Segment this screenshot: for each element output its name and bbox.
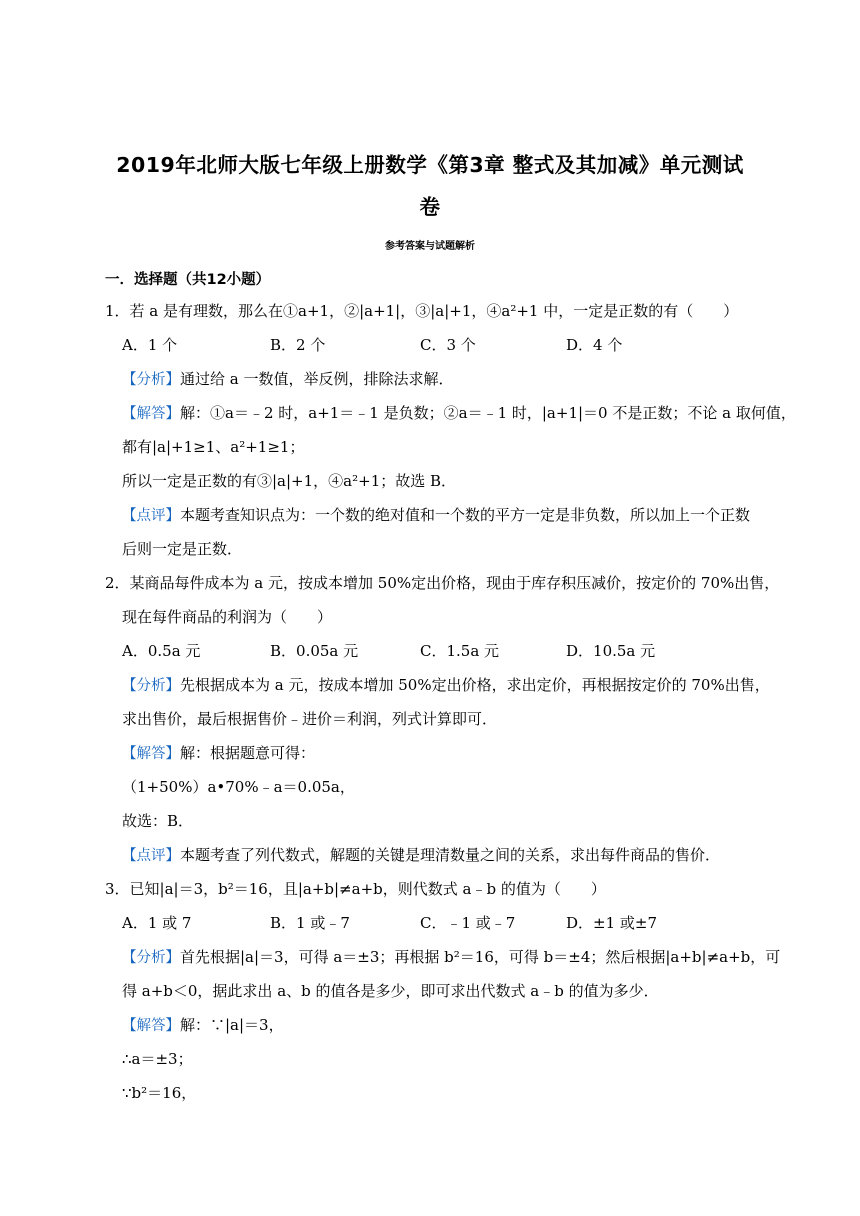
q2-option-b: B．0.05a 元	[270, 642, 359, 660]
q1-comment-text-1: 本题考查知识点为：一个数的绝对值和一个数的平方一定是非负数，所以加上一个正数	[180, 506, 751, 524]
analysis-tag: 【分析】	[122, 950, 180, 966]
section-heading: 一．选择题（共12小题）	[105, 272, 271, 288]
q3-option-a: A．1 或 7	[122, 914, 192, 932]
q1-option-c: C．3 个	[420, 336, 476, 354]
document-title-line-2: 卷	[419, 195, 441, 219]
q1-answer-text-2: 都有|a|+1≥1、a²+1≥1；	[122, 438, 305, 456]
q1-option-d: D．4 个	[566, 336, 623, 354]
q1-comment	[122, 505, 750, 526]
q3-analysis	[122, 947, 780, 968]
q3-stem: 3．已知|a|＝3，b²＝16，且|a+b|≠a+b，则代数式 a﹣b 的值为（ ）	[105, 880, 606, 898]
document-title-line-1: 2019年北师大版七年级上册数学《第3章 整式及其加减》单元测试	[116, 153, 744, 177]
comment-tag: 【点评】	[122, 848, 180, 864]
q2-answer-text-3: 故选：B．	[122, 812, 194, 830]
q1-comment-text-2: 后则一定是正数．	[122, 540, 243, 558]
q1-answer	[122, 403, 796, 424]
q2-comment-text: 本题考查了列代数式，解题的关键是理清数量之间的关系，求出每件商品的售价．	[180, 846, 721, 864]
q3-analysis-text-2: 得 a+b＜0，据此求出 a、b 的值各是多少，即可求出代数式 a﹣b 的值为多少．	[122, 982, 659, 1000]
answer-tag: 【解答】	[122, 406, 180, 422]
q3-answer-text-3: ∵b²＝16，	[122, 1084, 197, 1102]
q2-option-a: A．0.5a 元	[122, 642, 201, 660]
document-subtitle: 参考答案与试题解析	[385, 241, 475, 252]
q1-analysis-text: 通过给 a 一数值，举反例，排除法求解．	[180, 370, 454, 388]
answer-tag: 【解答】	[122, 1018, 180, 1034]
analysis-tag: 【分析】	[122, 678, 180, 694]
q2-option-d: D．10.5a 元	[566, 642, 656, 660]
q3-answer-text-1: 解：∵|a|＝3，	[180, 1016, 284, 1034]
q1-option-b: B．2 个	[270, 336, 326, 354]
analysis-tag: 【分析】	[122, 372, 180, 388]
q1-option-a: A．1 个	[122, 336, 178, 354]
q2-comment	[122, 845, 720, 866]
q3-option-b: B．1 或﹣7	[270, 914, 350, 932]
q2-analysis	[122, 675, 770, 696]
q2-answer-text-2: （1+50%）a•70%﹣a＝0.05a，	[122, 778, 355, 796]
q2-answer-text-1: 解：根据题意可得：	[180, 744, 316, 762]
q1-analysis	[122, 369, 453, 390]
q2-stem-2: 现在每件商品的利润为（ ）	[122, 608, 333, 626]
q2-stem-1: 2．某商品每件成本为 a 元，按成本增加 50%定出价格，现由于库存积压减价，按定价的 70%出售，	[105, 574, 780, 592]
q1-answer-text-1: 解：①a＝﹣2 时，a+1＝﹣1 是负数；②a＝﹣1 时，|a+1|＝0 不是正数；不论 a 取何值，	[180, 404, 796, 422]
q2-analysis-text-1: 先根据成本为 a 元，按成本增加 50%定出价格，求出定价，再根据按定价的 70%出售，	[180, 676, 770, 694]
q1-answer-text-3: 所以一定是正数的有③|a|+1，④a²+1；故选 B．	[122, 472, 457, 490]
q3-analysis-text-1: 首先根据|a|＝3，可得 a＝±3；再根据 b²＝16，可得 b＝±4；然后根据|a+b|≠a+b，可	[180, 948, 781, 966]
comment-tag: 【点评】	[122, 508, 180, 524]
q3-answer	[122, 1015, 284, 1036]
q2-answer	[122, 743, 315, 764]
q2-option-c: C．1.5a 元	[420, 642, 500, 660]
q3-option-d: D．±1 或±7	[566, 914, 658, 932]
q1-stem: 1．若 a 是有理数，那么在①a+1，②|a+1|，③|a|+1，④a²+1 中，一定是正数的有（ ）	[105, 302, 739, 320]
q3-answer-text-2: ∴a＝±3；	[122, 1050, 193, 1068]
answer-tag: 【解答】	[122, 746, 180, 762]
q2-analysis-text-2: 求出售价，最后根据售价﹣进价＝利润，列式计算即可．	[122, 710, 498, 728]
q3-option-c: C．﹣1 或﹣7	[420, 914, 516, 932]
